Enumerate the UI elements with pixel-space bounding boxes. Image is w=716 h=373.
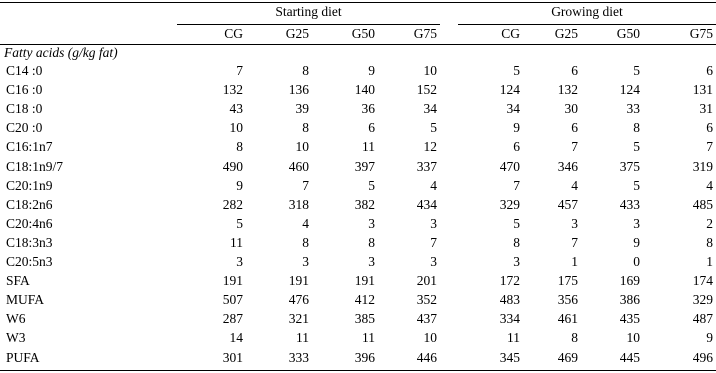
table-cell: 201 [416,273,437,289]
table-cell: 5 [633,63,640,78]
table-cell: 496 [692,349,713,365]
table-cell: 7 [706,139,713,155]
table-cell: 7 [513,177,520,193]
table-cell: 5 [236,215,243,231]
row-label: C14 :0 [6,63,43,78]
table-cell: 169 [619,273,640,289]
row-label: C18:3n3 [6,234,53,250]
row-label: W6 [6,311,26,327]
column-header: G25 [285,26,309,41]
table-cell: 487 [692,311,713,327]
table-cell: 131 [692,82,713,98]
table-cell: 412 [354,292,375,308]
table-cell: 9 [236,177,243,193]
table-cell: 4 [302,215,309,231]
table-cell: 437 [416,311,437,327]
table-cell: 301 [222,349,243,365]
row-label: C16:1n7 [6,139,53,155]
table-cell: 8 [368,234,375,250]
row-label: C20:4n6 [6,215,53,231]
table-cell: 356 [557,292,578,308]
table-cell: 6 [571,120,578,136]
table-cell: 483 [499,292,520,308]
group-header-growing-diet: Growing diet [551,4,623,19]
section-label: Fatty acids (g/kg fat) [4,45,118,60]
table-cell: 476 [288,292,309,308]
column-header: CG [501,26,520,41]
table-cell: 352 [416,292,437,308]
table-cell: 8 [513,234,520,250]
table-cell: 174 [692,273,713,289]
table-cell: 11 [507,330,520,346]
table-cell: 457 [557,196,578,212]
bottom-rule [0,370,716,371]
table-cell: 2 [706,215,713,231]
table-cell: 3 [430,254,437,269]
table-cell: 9 [633,234,640,250]
table-cell: 12 [423,139,437,155]
table-cell: 9 [368,63,375,78]
table-cell: 191 [288,273,309,289]
table-cell: 8 [706,234,713,250]
table-cell: 3 [513,254,520,269]
row-label: C18 :0 [6,101,43,117]
table-cell: 8 [571,330,578,346]
table-cell: 10 [229,120,243,136]
table-cell: 10 [423,330,437,346]
table-cell: 5 [430,120,437,136]
table-cell: 6 [513,139,520,155]
table-cell: 386 [619,292,640,308]
table-cell: 132 [557,82,578,98]
table-cell: 461 [557,311,578,327]
table-cell: 345 [499,349,520,365]
table-cell: 1 [706,254,713,269]
table-cell: 172 [499,273,520,289]
table-cell: 435 [619,311,640,327]
table-cell: 287 [222,311,243,327]
table-cell: 191 [222,273,243,289]
table-cell: 445 [619,349,640,365]
table-cell: 507 [222,292,243,308]
growing-diet-underline [458,24,716,25]
column-header: G50 [351,26,375,41]
table-cell: 446 [416,349,437,365]
table-cell: 3 [368,254,375,269]
table-cell: 433 [619,196,640,212]
table-cell: 36 [361,101,375,117]
table-cell: 10 [295,139,309,155]
table-cell: 8 [302,63,309,78]
table-cell: 318 [288,196,309,212]
table-cell: 175 [557,273,578,289]
table-cell: 375 [619,158,640,174]
table-cell: 10 [626,330,640,346]
group-header-starting-diet: Starting diet [275,4,342,19]
table-cell: 34 [423,101,437,117]
top-rule [0,2,716,3]
table-cell: 3 [236,254,243,269]
row-label: C20:5n3 [6,254,53,269]
table-cell: 6 [368,120,375,136]
table-cell: 485 [692,196,713,212]
table-cell: 382 [354,196,375,212]
table-cell: 31 [699,101,713,117]
table-cell: 33 [626,101,640,117]
table-cell: 4 [571,177,578,193]
row-label: C20 :0 [6,120,43,136]
table-cell: 10 [423,63,437,78]
row-label: C18:2n6 [6,196,53,212]
table-cell: 191 [354,273,375,289]
table-cell: 282 [222,196,243,212]
table-cell: 346 [557,158,578,174]
column-header: G50 [616,26,640,41]
table-cell: 434 [416,196,437,212]
table-cell: 5 [633,139,640,155]
table-cell: 6 [706,63,713,78]
table-cell: 8 [302,234,309,250]
table-cell: 124 [499,82,520,98]
table-cell: 490 [222,158,243,174]
table-cell: 6 [706,120,713,136]
table-cell: 7 [430,234,437,250]
table-cell: 8 [633,120,640,136]
column-header: G75 [689,26,713,41]
column-header: G75 [413,26,437,41]
table-cell: 4 [706,177,713,193]
table-cell: 152 [416,82,437,98]
table-cell: 8 [236,139,243,155]
table-cell: 385 [354,311,375,327]
column-header: CG [224,26,243,41]
table-cell: 460 [288,158,309,174]
row-label: C20:1n9 [6,177,53,193]
table-cell: 7 [571,139,578,155]
table-cell: 11 [362,139,375,155]
table-cell: 11 [362,330,375,346]
table-cell: 0 [633,254,640,269]
table-cell: 1 [571,254,578,269]
table-cell: 396 [354,349,375,365]
table-cell: 3 [368,215,375,231]
table-cell: 4 [430,177,437,193]
table-cell: 469 [557,349,578,365]
table-cell: 397 [354,158,375,174]
table-cell: 34 [506,101,520,117]
table-cell: 11 [296,330,309,346]
table-cell: 5 [368,177,375,193]
table-cell: 11 [230,234,243,250]
table-cell: 136 [288,82,309,98]
table-cell: 43 [229,101,243,117]
table-cell: 334 [499,311,520,327]
table-cell: 3 [302,254,309,269]
table-cell: 5 [633,177,640,193]
row-label: C18:1n9/7 [6,158,64,174]
table-cell: 321 [288,311,309,327]
table-cell: 14 [229,330,243,346]
table-cell: 132 [222,82,243,98]
table-cell: 8 [302,120,309,136]
table-cell: 3 [633,215,640,231]
column-header: G25 [554,26,578,41]
table-cell: 140 [354,82,375,98]
starting-diet-underline [177,24,440,25]
table-cell: 5 [513,63,520,78]
row-label: MUFA [6,292,45,308]
table-cell: 329 [692,292,713,308]
row-label: W3 [6,330,26,346]
row-label: SFA [6,273,30,289]
table-cell: 7 [302,177,309,193]
table-cell: 9 [706,330,713,346]
table-cell: 319 [692,158,713,174]
table-cell: 3 [430,215,437,231]
row-label: C16 :0 [6,82,43,98]
table-cell: 30 [564,101,578,117]
table-cell: 5 [513,215,520,231]
table-cell: 39 [295,101,309,117]
table-cell: 7 [236,63,243,78]
table-cell: 333 [288,349,309,365]
table-cell: 6 [571,63,578,78]
table-cell: 3 [571,215,578,231]
table-cell: 470 [499,158,520,174]
table-cell: 124 [619,82,640,98]
row-label: PUFA [6,349,40,365]
table-cell: 329 [499,196,520,212]
table-cell: 337 [416,158,437,174]
table-cell: 7 [571,234,578,250]
table-cell: 9 [513,120,520,136]
